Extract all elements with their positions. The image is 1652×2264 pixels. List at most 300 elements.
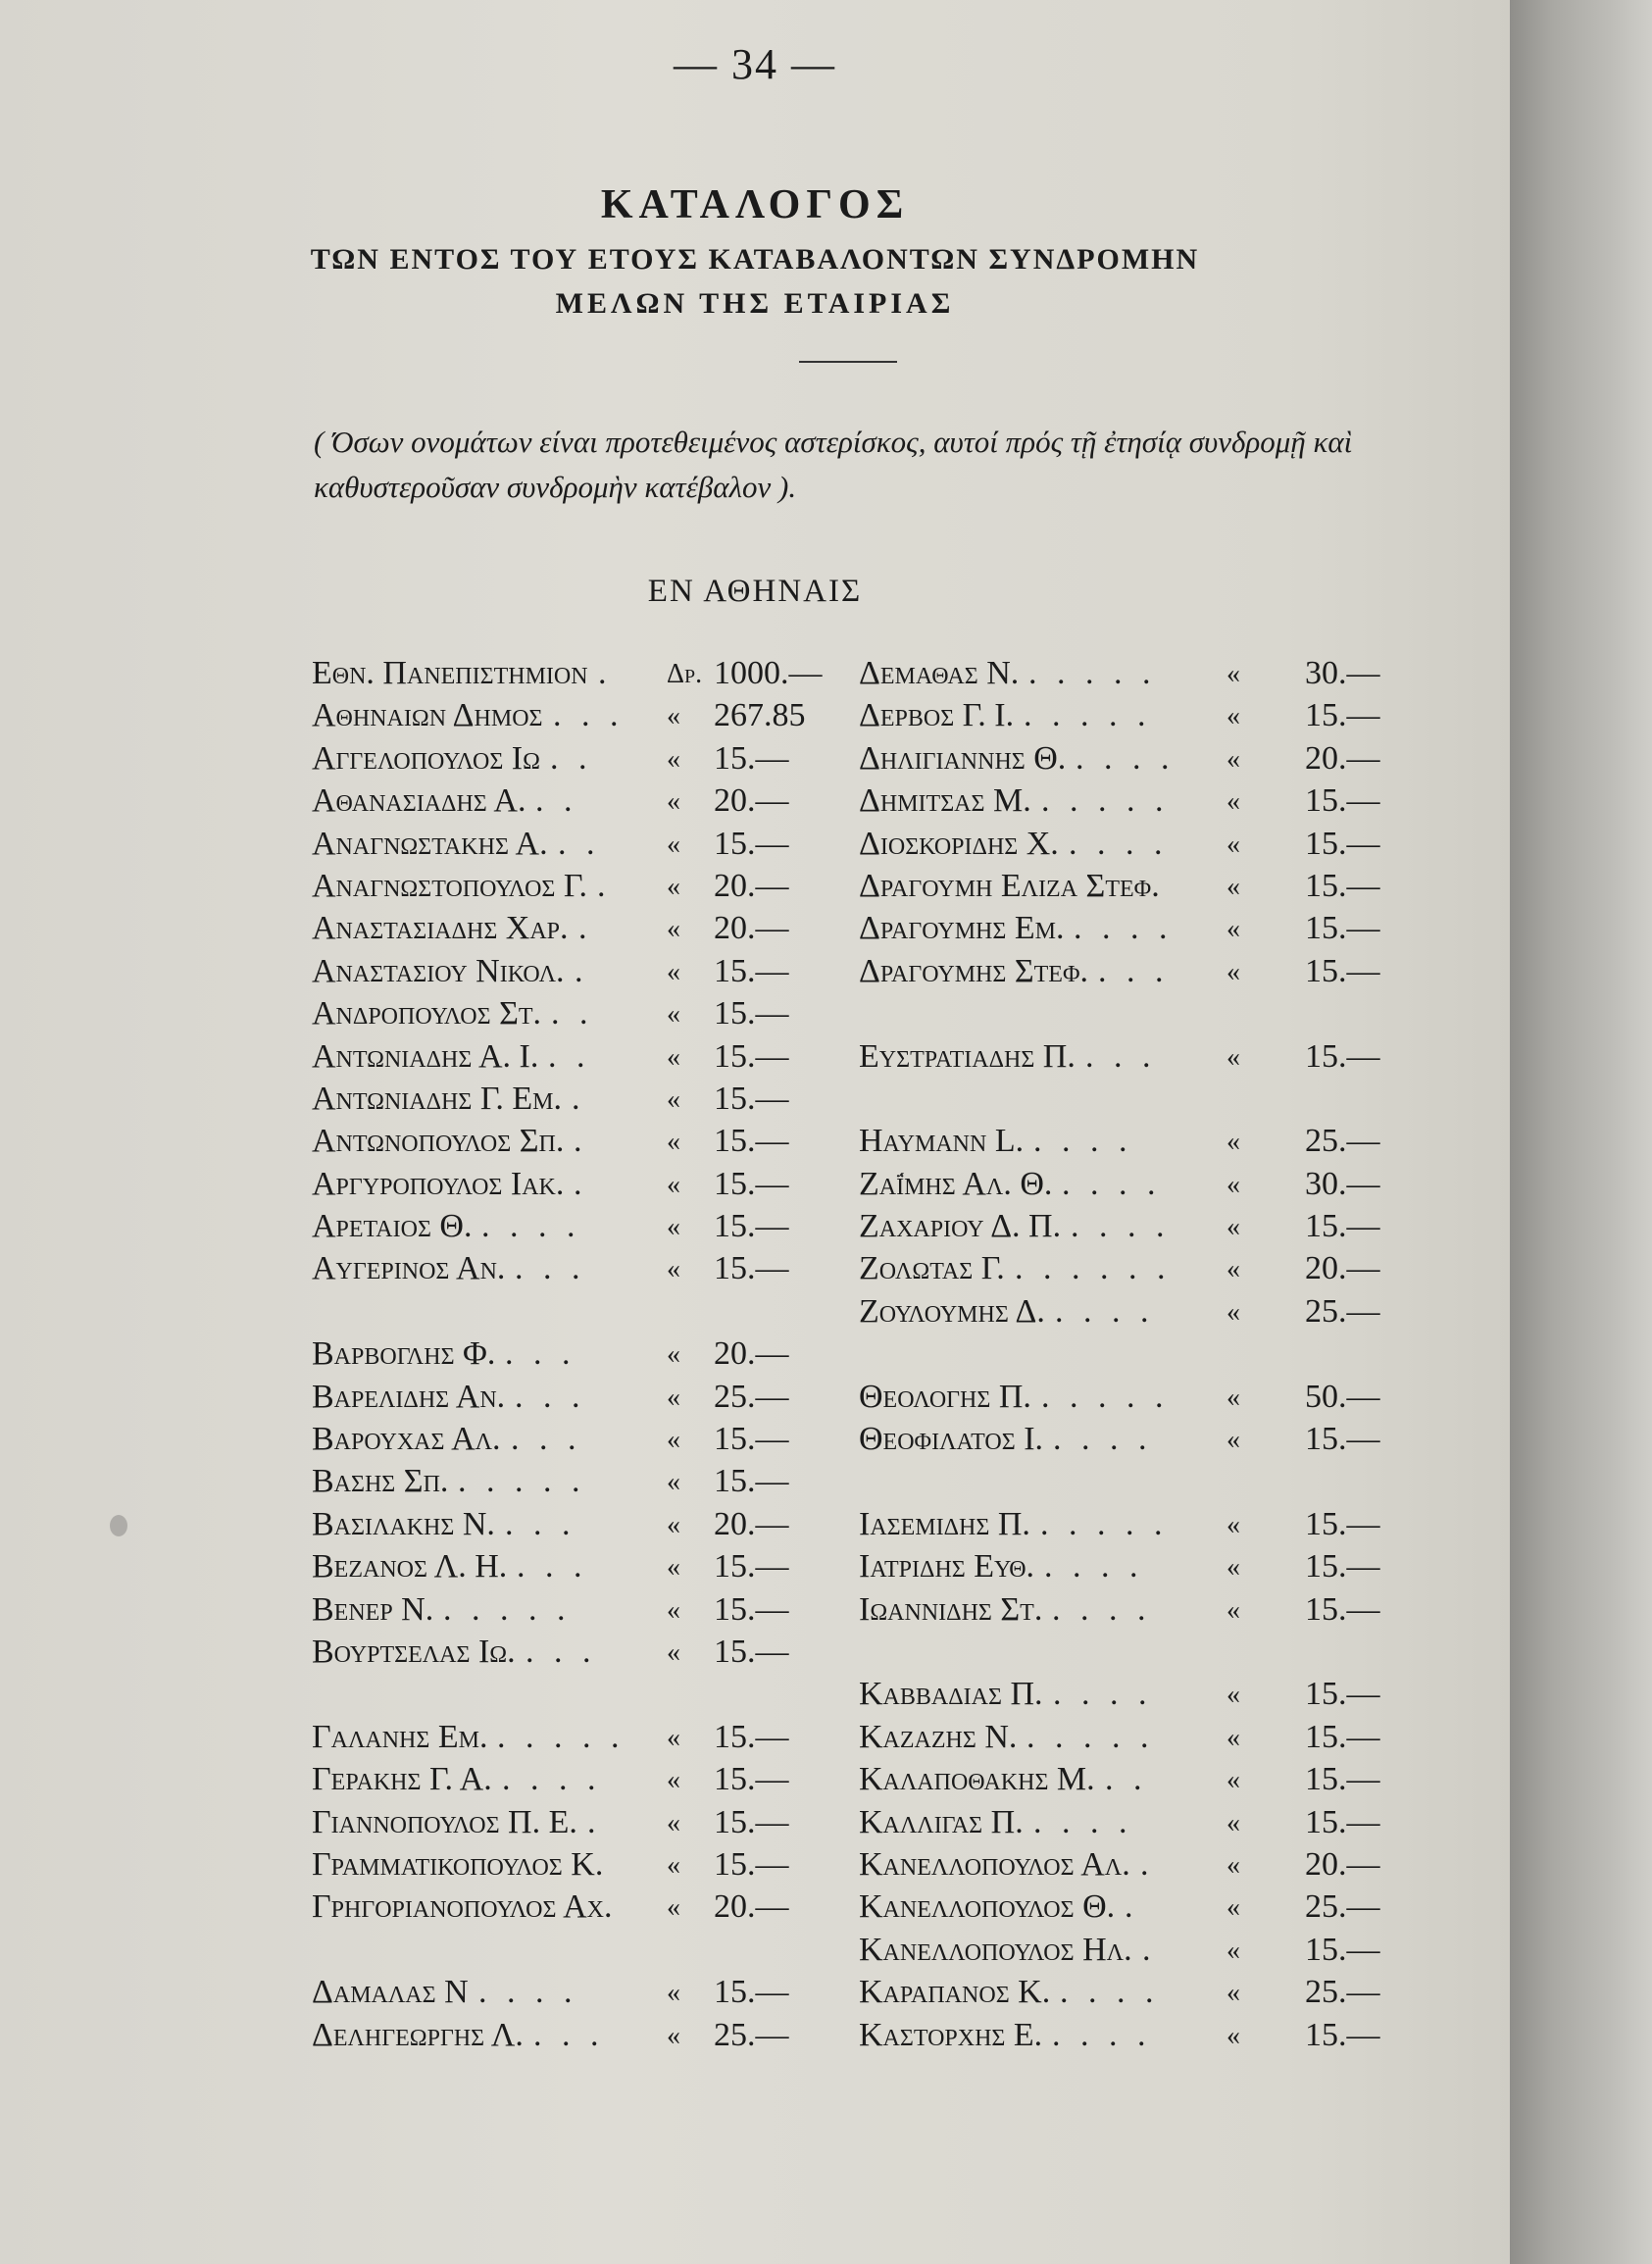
subscription-amount: 15.— — [1305, 1676, 1380, 1713]
subscription-amount: 267.85 — [714, 697, 806, 734]
member-row — [312, 1038, 861, 1081]
member-name: Ζαΐμης Αλ. Θ. — [859, 1165, 1053, 1202]
subscription-amount: 15.— — [1305, 782, 1380, 820]
catalog-title: ΚΑΤΑΛΟΓΟΣ — [600, 182, 910, 227]
section-gap — [312, 1932, 861, 1974]
currency-mark: « — [667, 1212, 680, 1243]
member-row — [312, 2017, 861, 2059]
member-name: Θεολογης Π. — [859, 1378, 1031, 1415]
subscription-amount: 15.— — [1305, 1037, 1380, 1075]
leader-dots: . . — [535, 782, 578, 820]
member-name: Βουρτσελας Ιω. — [312, 1633, 516, 1670]
member-name: Καββαδιας Π. — [859, 1676, 1043, 1713]
subscription-amount: 20.— — [714, 910, 789, 947]
leader-dots: . . . . — [1076, 739, 1176, 777]
member-row — [859, 1719, 1408, 1761]
currency-mark: « — [1226, 956, 1240, 987]
leader-dots: . . — [551, 995, 594, 1032]
leader-dots: . — [597, 867, 612, 904]
leader-dots: . . . — [533, 2016, 605, 2053]
member-name: Καζαζης Ν. — [859, 1718, 1018, 1755]
member-name: Δερβος Γ. Ι. — [859, 697, 1015, 734]
subscription-amount: 15.— — [714, 1590, 789, 1628]
subscription-amount: 15.— — [714, 1037, 789, 1075]
leader-dots: . . . . . — [497, 1718, 626, 1755]
member-name: Δαμαλας Ν — [312, 1974, 469, 2011]
leader-dots: . . . . . — [1026, 1718, 1155, 1755]
subscription-amount: 15.— — [714, 1633, 789, 1670]
member-name: Κανελλοπουλος Αλ. — [859, 1845, 1130, 1883]
member-name: Βασιλακης Ν. — [312, 1505, 495, 1542]
member-name: Δεμαθας Ν. — [859, 655, 1020, 691]
currency-mark: « — [1226, 1765, 1240, 1796]
leader-dots: . . . — [515, 1378, 586, 1415]
asterisk-note: ( Όσων ονομάτων είναι προτεθειμένος αστερίσκος, αυτοί πρός τῇ ἐτησίᾳ συνδρομῇ καὶ καθυστεροῦσαν συνδρομὴν κατέβαλον ). — [314, 425, 1353, 504]
subscription-amount: 15.— — [714, 1718, 789, 1755]
leader-dots: . . . — [1098, 952, 1170, 989]
section-gap — [859, 1634, 1408, 1676]
subscription-amount: 15.— — [1305, 2016, 1380, 2053]
currency-mark: « — [667, 1083, 680, 1115]
member-row — [859, 1208, 1408, 1250]
member-row — [859, 1932, 1408, 1974]
member-name: Καστορχης Ε. — [859, 2016, 1043, 2053]
currency-mark: « — [667, 914, 680, 945]
currency-mark: « — [1226, 701, 1240, 732]
currency-mark: « — [667, 1127, 680, 1158]
currency-mark: « — [1226, 1296, 1240, 1328]
leader-dots: . . . . . — [443, 1590, 572, 1628]
currency-mark: « — [1226, 829, 1240, 860]
currency-mark: « — [1226, 1254, 1240, 1285]
currency-mark: « — [667, 701, 680, 732]
section-gap — [312, 1676, 861, 1718]
member-row — [859, 655, 1408, 697]
subscription-amount: 15.— — [1305, 1548, 1380, 1585]
member-name: Ιατριδης Ευθ. — [859, 1548, 1035, 1585]
currency-mark: « — [1226, 1722, 1240, 1753]
leader-dots: . — [587, 1803, 602, 1840]
leader-dots: . . — [548, 1037, 591, 1075]
leader-dots: . . . . . — [1040, 1505, 1169, 1542]
subscription-amount: 15.— — [714, 995, 789, 1032]
leader-dots: . — [578, 910, 593, 947]
currency-mark: « — [667, 1169, 680, 1200]
currency-mark: « — [1226, 914, 1240, 945]
member-row — [312, 1421, 861, 1463]
section-gap — [312, 1293, 861, 1335]
member-name: Εθν. Πανεπιστημιον — [312, 655, 588, 691]
currency-mark: « — [1226, 1978, 1240, 2009]
title-divider — [799, 361, 897, 363]
subscription-amount: 20.— — [714, 782, 789, 820]
subscription-amount: 15.— — [1305, 1505, 1380, 1542]
member-name: Βασης Σπ. — [312, 1463, 449, 1500]
member-name: Ευστρατιαδης Π. — [859, 1037, 1076, 1075]
member-row — [312, 1379, 861, 1421]
leader-dots: . . . — [1085, 1037, 1157, 1075]
member-row — [859, 1293, 1408, 1335]
subscription-amount: 1000.— — [714, 655, 823, 691]
leader-dots: . . . . . — [1041, 782, 1170, 820]
member-row — [859, 740, 1408, 782]
member-name: Γραμματικοπουλος Κ. — [312, 1845, 604, 1883]
subscription-amount: 15.— — [1305, 1208, 1380, 1245]
leader-dots: . . . . — [1052, 2016, 1152, 2053]
member-name: Γαλανης Εμ. — [312, 1718, 488, 1755]
member-name: Ιωαννιδης Στ. — [859, 1590, 1043, 1628]
member-name: Καλαποθακης Μ. — [859, 1761, 1095, 1798]
currency-mark: « — [667, 786, 680, 818]
currency-mark: « — [1226, 659, 1240, 689]
page-number: — 34 — — [674, 40, 836, 88]
leader-dots: . — [575, 952, 589, 989]
member-row — [312, 1761, 861, 1803]
currency-mark: « — [1226, 786, 1240, 818]
subscription-amount: 15.— — [714, 825, 789, 862]
subscription-amount: 15.— — [714, 1845, 789, 1883]
section-gap — [859, 1463, 1408, 1505]
subscription-amount: 15.— — [714, 1803, 789, 1840]
currency-mark: « — [1226, 1680, 1240, 1711]
subscription-amount: 15.— — [714, 1208, 789, 1245]
currency-mark: « — [667, 1339, 680, 1371]
subscription-amount: 20.— — [714, 1505, 789, 1542]
member-row — [859, 1974, 1408, 2016]
subscription-amount: 15.— — [1305, 1931, 1380, 1968]
subscription-amount: 15.— — [714, 1250, 789, 1287]
currency-mark: « — [667, 1467, 680, 1498]
member-name: Γιαννοπουλος Π. Ε. — [312, 1803, 577, 1840]
member-row — [312, 1888, 861, 1931]
member-name: Θεοφιλατος Ι. — [859, 1421, 1044, 1458]
subscription-amount: 25.— — [1305, 1888, 1380, 1926]
member-row — [859, 1123, 1408, 1165]
leader-dots: . — [574, 1123, 588, 1160]
member-row — [312, 1506, 861, 1548]
subscription-amount: 15.— — [714, 1080, 789, 1117]
member-name: Γερακης Γ. Α. — [312, 1761, 492, 1798]
book-binding-shadow — [1510, 0, 1652, 2264]
member-row — [312, 1081, 861, 1123]
subscription-amount: 15.— — [1305, 952, 1380, 989]
member-row — [859, 1506, 1408, 1548]
leader-dots: . . . . . — [1028, 655, 1157, 691]
subscription-amount: 15.— — [1305, 697, 1380, 734]
leader-dots: . . . . — [481, 1208, 581, 1245]
currency-mark: « — [667, 1552, 680, 1584]
member-name: Αυγερινος Αν. — [312, 1250, 506, 1287]
member-row — [312, 740, 861, 782]
subscription-amount: 15.— — [1305, 1421, 1380, 1458]
leader-dots: . . . . — [1069, 825, 1169, 862]
currency-mark: « — [667, 956, 680, 987]
leader-dots: . . — [550, 739, 593, 777]
leader-dots: . . . . — [1033, 1123, 1133, 1160]
currency-mark: « — [667, 1509, 680, 1540]
currency-mark: « — [667, 743, 680, 775]
member-row — [312, 1166, 861, 1208]
member-name: Γρηγοριανοπουλος Αχ. — [312, 1888, 613, 1926]
member-row — [859, 1761, 1408, 1803]
subscription-amount: 15.— — [1305, 1761, 1380, 1798]
member-name: Αντωνοπουλος Σπ. — [312, 1123, 565, 1160]
leader-dots: . . — [558, 825, 601, 862]
member-name: Καραπανος Κ. — [859, 1974, 1051, 2011]
currency-mark: « — [667, 1041, 680, 1073]
member-name: Κανελλοπουλος Ηλ. — [859, 1931, 1132, 1968]
member-name: Δεληγεωργης Λ. — [312, 2016, 524, 2053]
leader-dots: . — [598, 655, 613, 691]
leader-dots: . . . . — [1053, 1676, 1153, 1713]
subscription-amount: 20.— — [1305, 739, 1380, 777]
currency-mark: « — [667, 829, 680, 860]
member-name: Αντωνιαδης Γ. Εμ. — [312, 1080, 563, 1117]
currency-mark: « — [1226, 2020, 1240, 2051]
member-row — [859, 1888, 1408, 1931]
member-row — [859, 1250, 1408, 1292]
subscription-amount: 30.— — [1305, 655, 1380, 691]
leader-dots: . . . . — [1033, 1803, 1133, 1840]
member-row — [312, 1634, 861, 1676]
currency-mark: « — [1226, 743, 1240, 775]
subscription-amount: 20.— — [1305, 1250, 1380, 1287]
currency-mark: « — [1226, 1594, 1240, 1626]
section-gap — [859, 1335, 1408, 1378]
member-name: Δραγουμης Στεφ. — [859, 952, 1089, 989]
member-name: Καλλιγας Π. — [859, 1803, 1024, 1840]
subscription-amount: 20.— — [714, 1888, 789, 1926]
subscription-amount: 15.— — [1305, 1590, 1380, 1628]
subscription-amount: 15.— — [1305, 1718, 1380, 1755]
member-row — [859, 1038, 1408, 1081]
member-name: Δραγουμη Ελιζα Στεφ. — [859, 867, 1160, 904]
member-name: Αναστασιαδης Χαρ. — [312, 910, 569, 947]
subscription-amount: 25.— — [1305, 1123, 1380, 1160]
member-name: Ζουλουμης Δ. — [859, 1292, 1045, 1330]
currency-mark: « — [667, 1892, 680, 1924]
leader-dots: . . . . . — [1041, 1378, 1170, 1415]
leader-dots: . . . — [505, 1505, 576, 1542]
subscription-amount: 15.— — [714, 1123, 789, 1160]
member-name: Δημιτσας Μ. — [859, 782, 1031, 820]
subscription-amount: 15.— — [714, 1165, 789, 1202]
member-row — [312, 655, 861, 697]
leader-dots: . . . . — [478, 1974, 578, 2011]
member-row — [859, 2017, 1408, 2059]
catalog-subtitle-line1: ΤΩΝ ΕΝΤΟΣ ΤΟΥ ΕΤΟΥΣ ΚΑΤΑΒΑΛΟΝΤΩΝ ΣΥΝΔΡΟΜΗΝ — [310, 243, 1200, 276]
member-row — [859, 782, 1408, 825]
leader-dots: . . . . . — [1024, 697, 1152, 734]
leader-dots: . . . . — [1055, 1292, 1155, 1330]
subscription-amount: 15.— — [714, 1974, 789, 2011]
member-name: Δραγουμης Εμ. — [859, 910, 1065, 947]
subscription-amount: 25.— — [1305, 1292, 1380, 1330]
member-row — [859, 868, 1408, 910]
subscription-amount: 15.— — [714, 1463, 789, 1500]
subscription-amount: 15.— — [1305, 825, 1380, 862]
subscription-amount: 15.— — [714, 1548, 789, 1585]
currency-mark: « — [1226, 1807, 1240, 1838]
city-heading: ΕΝ ΑΘΗΝΑΙΣ — [647, 574, 863, 609]
currency-mark: « — [667, 1254, 680, 1285]
leader-dots: . . . . — [1044, 1548, 1144, 1585]
leader-dots: . — [574, 1165, 588, 1202]
leader-dots: . . — [1105, 1761, 1148, 1798]
subscription-amount: 15.— — [1305, 867, 1380, 904]
currency-mark: « — [667, 1722, 680, 1753]
member-name: Haymann L. — [859, 1123, 1025, 1160]
currency-mark: « — [667, 1594, 680, 1626]
leader-dots: . . . . — [1052, 1590, 1152, 1628]
member-row — [859, 697, 1408, 739]
currency-mark: « — [667, 1382, 680, 1413]
members-list-left — [312, 655, 861, 2059]
currency-mark: « — [1226, 1382, 1240, 1413]
currency-mark: « — [667, 999, 680, 1031]
leader-dots: . — [572, 1080, 586, 1117]
subscription-amount: 15.— — [714, 739, 789, 777]
leader-dots: . . . — [526, 1633, 597, 1670]
currency-mark: « — [667, 1807, 680, 1838]
members-list-right — [859, 655, 1408, 2059]
leader-dots: . . . . — [1060, 1974, 1160, 2011]
currency-mark: « — [1226, 1041, 1240, 1073]
currency-mark: « — [1226, 871, 1240, 902]
currency-mark: « — [1226, 1169, 1240, 1200]
member-row — [859, 910, 1408, 952]
member-row — [312, 1123, 861, 1165]
member-row — [312, 1463, 861, 1505]
member-name: Αναγνωστοπουλος Γ. — [312, 867, 587, 904]
member-name: Διοσκοριδης Χ. — [859, 825, 1059, 862]
currency-mark: « — [1226, 1127, 1240, 1158]
member-row — [859, 1166, 1408, 1208]
member-row — [312, 697, 861, 739]
subscription-amount: 25.— — [1305, 1974, 1380, 2011]
member-row — [859, 1591, 1408, 1634]
member-row — [312, 1335, 861, 1378]
section-gap — [859, 995, 1408, 1037]
member-row — [859, 1676, 1408, 1718]
member-name: Ιασεμιδης Π. — [859, 1505, 1030, 1542]
member-row — [312, 1846, 861, 1888]
subscription-amount: 15.— — [714, 1421, 789, 1458]
currency-mark: « — [1226, 1212, 1240, 1243]
member-name: Αναγνωστακης Α. — [312, 825, 548, 862]
subscription-amount: 15.— — [1305, 910, 1380, 947]
member-row — [859, 1379, 1408, 1421]
member-name: Βαρβογλης Φ. — [312, 1335, 496, 1373]
member-row — [312, 995, 861, 1037]
currency-mark: « — [1226, 1425, 1240, 1456]
member-name: Αγγελοπουλος Ιω — [312, 739, 540, 777]
leader-dots: . . . . — [1074, 910, 1174, 947]
subscription-amount: 15.— — [714, 952, 789, 989]
currency-mark: Δρ. — [667, 659, 703, 689]
member-name: Βεζανος Λ. Η. — [312, 1548, 508, 1585]
section-gap — [859, 1081, 1408, 1123]
leader-dots: . . . — [511, 1421, 582, 1458]
member-row — [312, 910, 861, 952]
member-row — [859, 1846, 1408, 1888]
currency-mark: « — [667, 1849, 680, 1881]
leader-dots: . . . — [515, 1250, 586, 1287]
member-name: Δηλιγιαννης Θ. — [859, 739, 1067, 777]
member-row — [312, 953, 861, 995]
subscription-amount: 30.— — [1305, 1165, 1380, 1202]
leader-dots: . . . — [517, 1548, 588, 1585]
leader-dots: . — [1142, 1931, 1157, 1968]
member-row — [312, 826, 861, 868]
subscription-amount: 15.— — [1305, 1803, 1380, 1840]
ink-blot — [110, 1515, 127, 1536]
member-name: Ζαχαριου Δ. Π. — [859, 1208, 1062, 1245]
member-row — [859, 1421, 1408, 1463]
subscription-amount: 20.— — [714, 867, 789, 904]
subscription-amount: 50.— — [1305, 1378, 1380, 1415]
currency-mark: « — [1226, 1849, 1240, 1881]
member-row — [312, 1719, 861, 1761]
leader-dots: . . . . — [502, 1761, 602, 1798]
member-name: Βαρελιδης Αν. — [312, 1378, 506, 1415]
currency-mark: « — [1226, 1552, 1240, 1584]
member-row — [312, 1804, 861, 1846]
currency-mark: « — [667, 2020, 680, 2051]
subscription-amount: 20.— — [714, 1335, 789, 1373]
member-row — [859, 1804, 1408, 1846]
currency-mark: « — [667, 1425, 680, 1456]
member-name: Ανδροπουλος Στ. — [312, 995, 542, 1032]
member-name: Αρεταιος Θ. — [312, 1208, 473, 1245]
member-row — [859, 953, 1408, 995]
currency-mark: « — [667, 1765, 680, 1796]
member-row — [312, 1591, 861, 1634]
member-row — [859, 826, 1408, 868]
leader-dots: . . . . . — [458, 1463, 586, 1500]
member-row — [312, 782, 861, 825]
leader-dots: . . . — [505, 1335, 576, 1373]
currency-mark: « — [667, 871, 680, 902]
member-row — [312, 868, 861, 910]
leader-dots: . . . . — [1071, 1208, 1171, 1245]
member-name: Βενερ Ν. — [312, 1590, 434, 1628]
catalog-subtitle-line2: ΜΕΛΩΝ ΤΗΣ ΕΤΑΙΡΙΑΣ — [555, 287, 955, 320]
member-name: Αναστασιου Νικολ. — [312, 952, 565, 989]
currency-mark: « — [667, 1978, 680, 2009]
member-name: Βαρουχας Αλ. — [312, 1421, 501, 1458]
leader-dots: . — [1140, 1845, 1155, 1883]
member-name: Κανελλοπουλος Θ. — [859, 1888, 1116, 1926]
leader-dots: . . . . — [1053, 1421, 1153, 1458]
leader-dots: . — [1125, 1888, 1139, 1926]
currency-mark: « — [1226, 1509, 1240, 1540]
member-name: Αθανασιαδης Α. — [312, 782, 526, 820]
member-name: Αντωνιαδης Α. Ι. — [312, 1037, 539, 1075]
member-name: Ζολωτας Γ. — [859, 1250, 1005, 1287]
currency-mark: « — [667, 1636, 680, 1668]
member-row — [312, 1208, 861, 1250]
member-row — [859, 1548, 1408, 1590]
member-name: Αργυροπουλος Ιακ. — [312, 1165, 565, 1202]
subscription-amount: 20.— — [1305, 1845, 1380, 1883]
currency-mark: « — [1226, 1935, 1240, 1966]
member-name: Αθηναιων Δημος — [312, 697, 543, 734]
currency-mark: « — [1226, 1892, 1240, 1924]
leader-dots: . . . — [553, 697, 625, 734]
member-row — [312, 1974, 861, 2016]
subscription-amount: 15.— — [714, 1761, 789, 1798]
